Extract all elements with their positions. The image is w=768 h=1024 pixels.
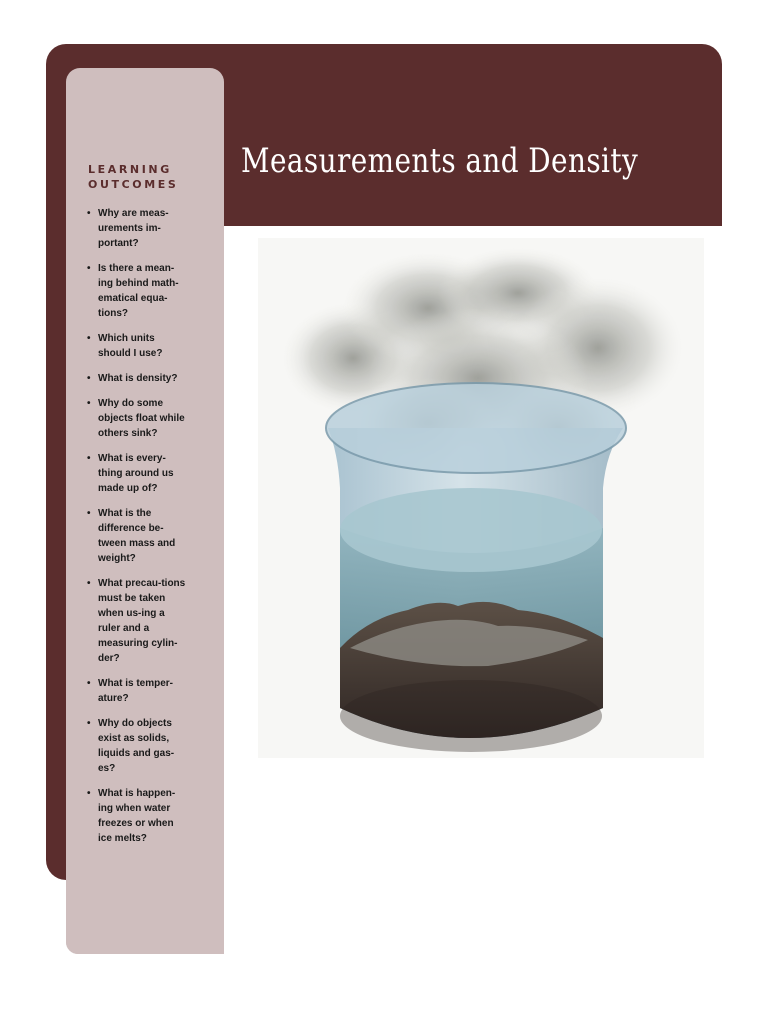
learning-outcomes-heading xyxy=(88,162,218,192)
beaker-rim xyxy=(326,383,626,473)
outcome-item: • What precau-tions must be taken when us-ing a ruler and a measuring cylin-der? xyxy=(87,576,187,666)
heading-line-1: LEARNING xyxy=(88,163,172,176)
beaker-base xyxy=(340,680,602,752)
water-surface xyxy=(340,488,602,572)
outcome-item: • What is happen-ing when water freezes or when ice melts? xyxy=(87,786,187,846)
outcome-item: • Why do some objects float while others sink? xyxy=(87,396,187,441)
page-title: Measurements and Density xyxy=(241,141,639,181)
outcome-item: • What is temper-ature? xyxy=(87,676,187,706)
outcome-item: • What is the difference be-tween mass and weight? xyxy=(87,506,187,566)
outcome-item: • What is every-thing around us made up of? xyxy=(87,451,187,496)
outcome-item: • What is density? xyxy=(87,371,187,386)
outcome-item: • Why are meas-urements im-portant? xyxy=(87,206,187,251)
outcome-item: • Is there a mean-ing behind math-ematical equa-tions? xyxy=(87,261,187,321)
beaker-with-steam-illustration xyxy=(258,238,704,758)
heading-line-2: OUTCOMES xyxy=(88,178,179,191)
outcome-item: • Which units should I use? xyxy=(87,331,187,361)
learning-outcomes-list xyxy=(87,206,187,856)
outcome-item: • Why do objects exist as solids, liquids and gas-es? xyxy=(87,716,187,776)
